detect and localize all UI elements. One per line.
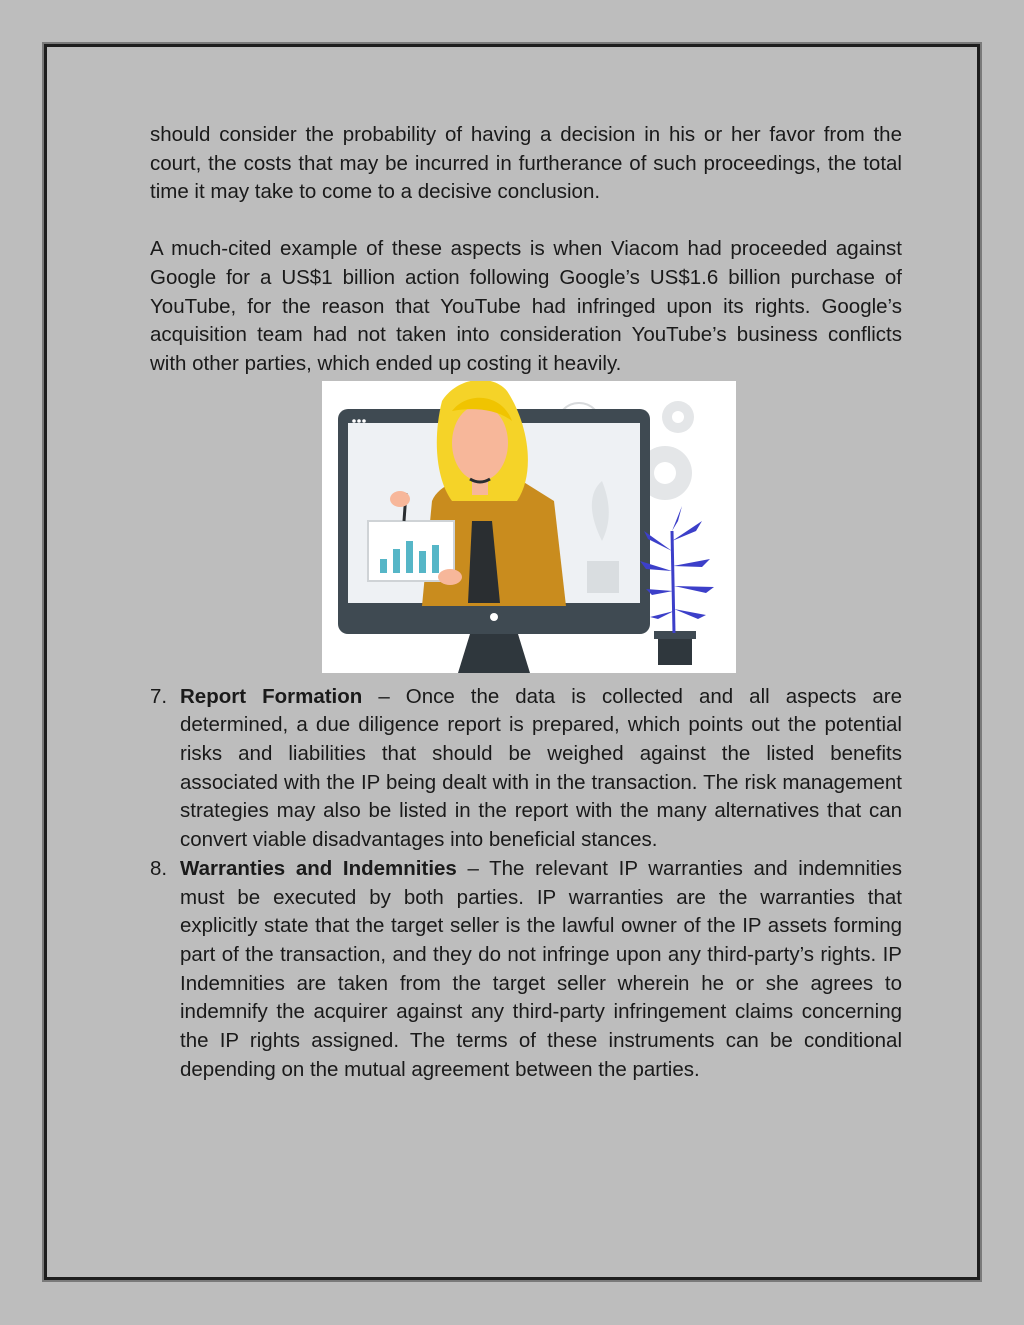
steps-list xyxy=(150,683,902,1085)
presentation-illustration xyxy=(322,381,736,673)
list-item-body: The relevant IP warranties and indemnities must be executed by both parties. IP warranties are the warranties that explicitly state that the target seller is the lawful owner of the IP assets forming part of the transaction, and they do not infringe upon any third-party’s rights. IP Indemnities are taken from the target seller wherein he or she agrees to indemnify the acquirer against any third-party infringement claims concerning the IP rights assigned. The terms of these instruments can be conditional depending on the mutual agreement between the parties. xyxy=(180,856,902,1081)
illustration-chart-bar xyxy=(380,559,387,573)
illustration-chart-bar xyxy=(406,541,413,573)
document-body xyxy=(150,121,902,1084)
illustration-svg xyxy=(322,381,736,673)
list-item-body: Once the data is collected and all aspects are determined, a due diligence report is prepared, which points out the potential risks and liabilities that should be weighed against the listed benefits associated with the IP being dealt with in the transaction. The risk management strategies may also be listed in the report with the many alternatives that can convert viable disadvantages into beneficial stances. xyxy=(180,684,903,852)
list-item-number: 7. xyxy=(150,684,168,708)
example-paragraph: A much-cited example of these aspects is when Viacom had proceeded against Google for a US$1 billion action following Google’s US$1.6 billion purchase of YouTube, for the reason that YouTube had infringed upon its rights. Google’s acquisition team had not taken into consideration YouTube’s business conflicts with other parties, which ended up costing it heavily. xyxy=(150,237,902,375)
illustration-chart-bar xyxy=(419,551,426,573)
illustration-chart-bar xyxy=(393,549,400,573)
potted-plant-icon xyxy=(640,506,714,665)
list-item-number: 8. xyxy=(150,856,168,880)
illustration-chart-bar xyxy=(432,545,439,573)
list-item xyxy=(150,683,902,855)
list-item-separator: – xyxy=(362,684,406,708)
list-item-title: Warranties and Indemnities xyxy=(180,856,457,880)
list-item-title: Report Formation xyxy=(180,684,363,708)
continuation-paragraph: should consider the probability of having a decision in his or her favor from the court, the costs that may be incurred in furtherance of such proceedings, the total time it may take to come to a decisive conclusion. xyxy=(150,123,902,204)
list-item xyxy=(150,855,902,1085)
list-item-separator: – xyxy=(456,856,490,880)
